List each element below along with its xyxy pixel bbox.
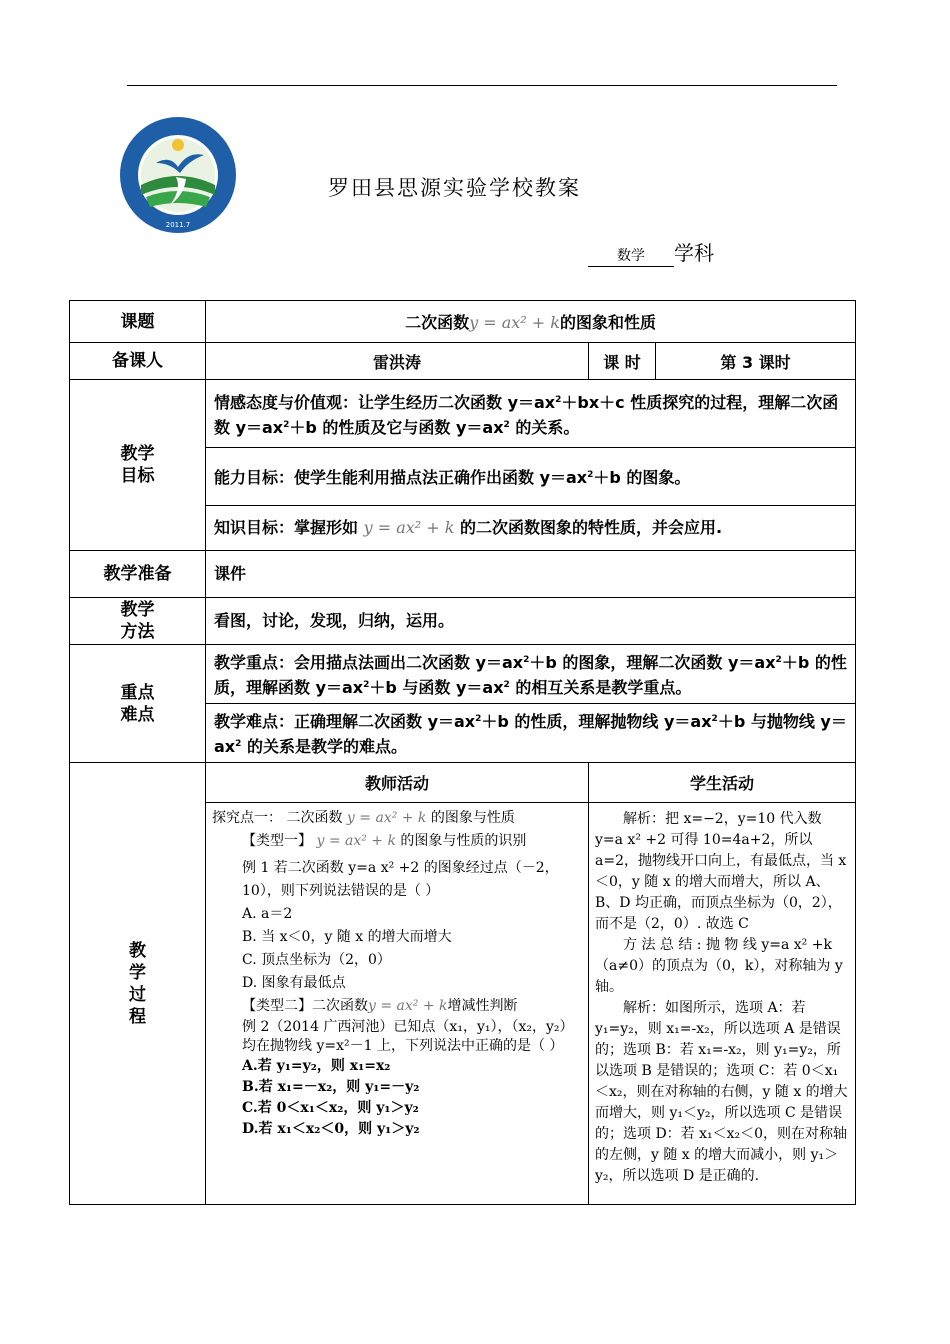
school-title: 罗田县思源实验学校教案 [328,176,581,200]
ex2-option-c: C.若 0＜x₁＜x₂，则 y₁＞y₂ [242,1100,419,1116]
teacher-header: 教师活动 [206,763,589,803]
ex1-option-d: D. 图象有最低点 [242,975,346,991]
key-point: 教学重点：会用描点法画出二次函数 $y=ax^2+b$ 的图象，理解二次函数 $y=ax^2+b$ 的性质，理解函数 $y=ax^2+b$ 与函数 $y=ax^2$ 的相互关系是教学重点。 [206,645,856,704]
student-analysis-1: 解析：把 x=−2，y=10 代入数 y=a x² +2 可得 10=4a+2，所以 a=2，抛物线开口向上，有最低点，当 x＜0，y 随 x 的增大而增大，所以 A、B、D 均正确，而顶点坐标为（0，2），而不是（2，0）. 故选 C [595,811,847,932]
topic-formula: y = ax² + k [469,313,560,332]
example1: 例 1 若二次函数 y=a x² +2 的图象经过点（－2，10），则下列说法错误的是（ ） [242,860,559,899]
prep-label: 教学准备 [70,551,206,598]
header-rule [127,85,837,86]
student-analysis-2: 解析：如图所示，选项 A：若 y₁=y₂，则 x₁=-x₂，所以选项 A 是错误的；选项 B：若 x₁=-x₂，则 y₁=y₂，所以选项 B 是错误的；选项 C：若 0＜x₁＜x₂，则在对称轴的右侧，y 随 x 的增大而增大，则 y₁＜y₂，所以选项 C 是错误的；选项 D：若 x₁＜x₂＜0，则在对称轴的左侧，y 随 x 的增大而减小，则 y₁＞y₂，所以选项 D 是正确的. [595,1000,848,1184]
lesson-plan-table [69,300,856,1205]
topic-value: 二次函数y = ax² + k的图象和性质 [206,301,856,343]
goal-emotion: 情感态度与价值观：让学生经历二次函数 $y=ax^2+bx+c$ 性质探究的过程，理解二次函数 $y=ax^2+b$ 的性质及它与函数 $y=ax^2$ 的关系。 [206,380,856,448]
subject-suffix: 学科 [674,241,714,265]
student-summary: 方 法 总 结 : 抛 物 线 y=a x² +k（a≠0）的顶点为（0，k），对称轴为 y 轴。 [595,937,843,995]
ex2-option-d: D.若 x₁＜x₂＜0，则 y₁＞y₂ [242,1121,420,1137]
student-activity [589,803,856,1205]
ex1-option-a: A. a＝2 [242,906,293,922]
explore-heading: 探究点一： 二次函数 y = ax² + k 的图象与性质 [212,810,515,826]
goal-knowledge: 知识目标：掌握形如 y = ax² + k 的二次函数图象的特性质，并会应用. [206,506,856,551]
subject-line [588,237,714,267]
ex1-option-b: B. 当 x＜0，y 随 x 的增大而增大 [242,929,452,945]
example2: 例 2（2014 广西河池）已知点（x₁，y₁），（x₂，y₂）均在抛物线 y=x²－1 上，下列说法中正确的是（ ） [242,1019,574,1054]
type1-heading: 【类型一】 y = ax² + k 的图象与性质的识别 [242,833,527,849]
period-value: 第 3 课时 [656,343,856,380]
method-value: 看图，讨论，发现，归纳，运用。 [206,598,856,645]
subject-value: 数学 [588,245,674,267]
student-header: 学生活动 [589,763,856,803]
ex2-option-b: B.若 x₁=－x₂，则 y₁=－y₂ [242,1079,420,1095]
type2-heading: 【类型二】二次函数y = ax² + k增减性判断 [242,998,518,1014]
teacher-activity [206,803,589,1205]
method-label: 教学 方法 [70,598,206,645]
preparer-name: 雷洪涛 [206,343,589,380]
preparer-label: 备课人 [70,343,206,380]
ex1-option-c: C. 顶点坐标为（2，0） [242,952,391,968]
goals-label: 教学 目标 [70,380,206,551]
difficult-point: 教学难点：正确理解二次函数 $y=ax^2+b$ 的性质，理解抛物线 $y=ax^2+b$ 与抛物线 $y=ax^2$ 的关系是教学的难点。 [206,704,856,763]
school-logo [118,115,238,235]
period-label: 课 时 [589,343,656,380]
prep-value: 课件 [206,551,856,598]
goal-ability: 能力目标：使学生能利用描点法正确作出函数 $y=ax^2+b$ 的图象。 [206,448,856,506]
topic-label: 课题 [70,301,206,343]
ex2-option-a: A.若 y₁=y₂，则 x₁=x₂ [242,1058,391,1074]
process-label: 教 学 过 程 [70,763,206,1205]
svg-text:2011.7: 2011.7 [165,221,191,229]
key-label: 重点 难点 [70,645,206,763]
